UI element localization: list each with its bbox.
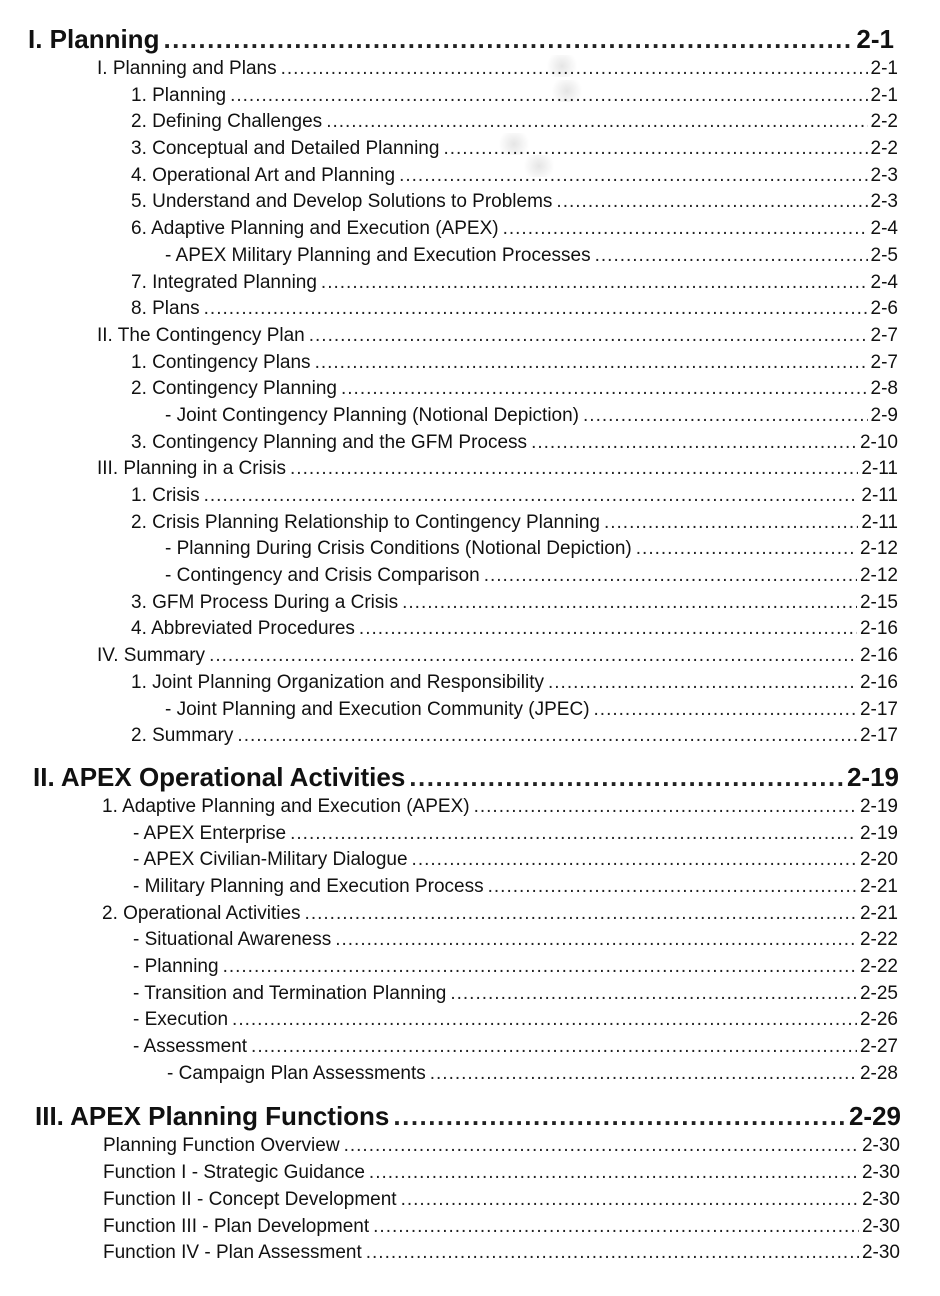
entry-page-number: 2-27 — [859, 1036, 898, 1058]
entry-page-number: 2-22 — [859, 956, 898, 977]
entry-title: 4. Abbreviated Procedures — [131, 618, 355, 640]
entry-title: 5. Understand and Develop Solutions to Problems — [131, 191, 553, 213]
dot-leader — [474, 794, 857, 821]
toc-entry[interactable] — [131, 189, 898, 216]
entry-title: - Execution — [133, 1009, 229, 1031]
entry-page-number: 2-30 — [861, 1242, 900, 1264]
dot-leader — [484, 563, 857, 590]
toc-entry[interactable] — [165, 243, 898, 270]
dot-leader — [237, 723, 857, 750]
entry-page-number: 2-5 — [870, 244, 898, 266]
entry-page-number: 2-19 — [859, 822, 898, 844]
dot-leader — [583, 403, 868, 430]
dot-leader — [344, 1133, 859, 1160]
dot-leader — [315, 350, 868, 377]
toc-entry[interactable] — [165, 536, 898, 563]
toc-entry[interactable] — [133, 1034, 898, 1061]
toc-entry[interactable] — [97, 323, 898, 350]
toc-entry[interactable] — [102, 794, 898, 821]
section-apex-planning-functions — [0, 1087, 940, 1266]
section-title: III. APEX Planning Functions — [35, 1101, 390, 1132]
dot-leader — [548, 670, 857, 697]
entry-page-number: 2-16 — [859, 645, 898, 667]
entry-title: IV. Summary — [97, 645, 206, 667]
dot-leader — [369, 1160, 859, 1187]
entry-title: 3. Conceptual and Detailed Planning — [131, 138, 440, 160]
dot-leader — [163, 22, 853, 56]
entry-title: - APEX Civilian-Military Dialogue — [133, 849, 408, 871]
section-heading[interactable] — [33, 760, 899, 794]
entry-page-number: 2-2 — [870, 111, 898, 133]
entry-title: 4. Operational Art and Planning — [131, 164, 396, 186]
entry-page-number: 2-22 — [859, 929, 898, 951]
dot-leader — [636, 536, 857, 563]
dot-leader — [366, 1240, 859, 1267]
dot-leader — [251, 1034, 857, 1061]
entry-page-number: 2-10 — [859, 431, 898, 453]
entry-page-number: 2-12 — [859, 538, 898, 560]
entry-title: Function II - Concept Development — [103, 1188, 397, 1210]
toc-entry[interactable] — [131, 483, 898, 510]
entry-title: I. Planning and Plans — [97, 58, 277, 79]
toc-entry[interactable] — [133, 981, 898, 1008]
toc-entry[interactable] — [103, 1187, 900, 1214]
dot-leader — [393, 1099, 846, 1133]
entry-title: - Planning During Crisis Conditions (Notional Depiction) — [165, 538, 632, 560]
dot-leader — [409, 760, 844, 794]
toc-entry[interactable] — [131, 670, 898, 697]
dot-leader — [412, 847, 857, 874]
toc-entry[interactable] — [133, 954, 898, 981]
dot-leader — [556, 189, 867, 216]
entry-title: Function III - Plan Development — [103, 1215, 370, 1237]
toc-entry[interactable] — [131, 350, 898, 377]
toc-entry[interactable] — [131, 376, 898, 403]
toc-entry[interactable] — [133, 821, 898, 848]
entry-page-number: 2-7 — [870, 324, 898, 346]
dot-leader — [401, 1187, 859, 1214]
entry-page-number: 2-16 — [859, 618, 898, 640]
toc-entry[interactable] — [103, 1214, 900, 1241]
dot-leader — [531, 430, 857, 457]
entry-title: - Campaign Plan Assessments — [167, 1062, 426, 1084]
dot-leader — [290, 821, 857, 848]
entry-page-number: 2-21 — [859, 875, 898, 897]
entry-title: 1. Planning — [131, 84, 227, 106]
entry-title: 1. Adaptive Planning and Execution (APEX) — [102, 795, 470, 817]
entry-title: 1. Crisis — [131, 485, 200, 506]
toc-entry[interactable] — [97, 643, 898, 670]
entry-page-number: 2-9 — [870, 404, 898, 426]
entry-page-number: 2-6 — [870, 298, 898, 320]
section-apex-operational-activities — [0, 750, 940, 1088]
toc-entry[interactable] — [103, 1133, 900, 1160]
entry-page-number: 2-21 — [859, 902, 898, 924]
entry-title: - Planning — [133, 956, 219, 977]
scan-artifact — [520, 155, 558, 177]
toc-entry[interactable] — [131, 270, 898, 297]
toc-entry[interactable] — [131, 510, 898, 537]
entry-page-number: 2-1 — [870, 58, 898, 79]
entry-title: 2. Contingency Planning — [131, 378, 337, 400]
entry-title: II. The Contingency Plan — [97, 324, 305, 346]
toc-entry[interactable] — [133, 847, 898, 874]
dot-leader — [204, 296, 868, 323]
toc-entry[interactable] — [165, 563, 898, 590]
entry-title: Function I - Strategic Guidance — [103, 1162, 365, 1184]
entry-title: - Military Planning and Execution Process — [133, 875, 484, 897]
entry-title: 8. Plans — [131, 298, 200, 320]
entry-page-number: 2-20 — [859, 849, 898, 871]
entry-page-number: 2-26 — [859, 1009, 898, 1031]
entry-page-number: 2-17 — [859, 698, 898, 720]
toc-entry[interactable] — [133, 874, 898, 901]
section-title: II. APEX Operational Activities — [33, 761, 406, 792]
toc-entry[interactable] — [165, 697, 898, 724]
entry-title: 7. Integrated Planning — [131, 271, 317, 293]
entry-page-number: 2-25 — [859, 982, 898, 1004]
dot-leader — [223, 954, 857, 981]
entry-title: - Assessment — [133, 1036, 248, 1058]
entry-page-number: 2-11 — [861, 511, 898, 533]
entry-page-number: 2-17 — [859, 725, 898, 747]
entry-page-number: 2-15 — [859, 591, 898, 613]
dot-leader — [359, 616, 857, 643]
dot-leader — [373, 1214, 859, 1241]
entry-title: 1. Contingency Plans — [131, 351, 311, 373]
toc-entry[interactable] — [167, 1061, 898, 1088]
toc-entry[interactable] — [103, 1240, 900, 1267]
dot-leader — [335, 927, 857, 954]
dot-leader — [604, 510, 858, 537]
dot-leader — [232, 1007, 857, 1034]
entry-title: 2. Operational Activities — [102, 902, 301, 924]
entry-title: 3. GFM Process During a Crisis — [131, 591, 399, 613]
toc-entry[interactable] — [133, 927, 898, 954]
toc-entry[interactable] — [131, 216, 898, 243]
section-heading[interactable] — [35, 1099, 901, 1133]
toc-entry[interactable] — [133, 1007, 898, 1034]
entry-title: - Joint Planning and Execution Community (JPEC) — [165, 698, 590, 720]
toc-entry[interactable] — [103, 1160, 900, 1187]
entry-title: 1. Joint Planning Organization and Responsibility — [131, 671, 544, 693]
dot-leader — [450, 981, 857, 1008]
entry-page-number: 2-4 — [870, 218, 898, 240]
dot-leader — [321, 270, 868, 297]
dot-leader — [341, 376, 868, 403]
entry-title: - Contingency and Crisis Comparison — [165, 565, 480, 587]
entry-title: 2. Crisis Planning Relationship to Contingency Planning — [131, 511, 600, 533]
toc-entry[interactable] — [131, 723, 898, 750]
dot-leader — [209, 643, 857, 670]
entry-title: Planning Function Overview — [103, 1135, 340, 1157]
section-page-number: 2-1 — [856, 24, 894, 54]
entry-title: - APEX Enterprise — [133, 822, 287, 844]
dot-leader — [402, 590, 857, 617]
entry-page-number: 2-30 — [861, 1215, 900, 1237]
entry-page-number: 2-19 — [859, 795, 898, 817]
scan-artifact — [548, 80, 586, 102]
entry-page-number: 2-3 — [870, 164, 898, 186]
dot-leader — [309, 323, 868, 350]
dot-leader — [204, 483, 859, 510]
entry-page-number: 2-30 — [861, 1188, 900, 1210]
entry-page-number: 2-1 — [870, 84, 898, 106]
entry-title: - Transition and Termination Planning — [133, 982, 447, 1004]
entry-page-number: 2-7 — [870, 351, 898, 373]
entry-page-number: 2-3 — [870, 191, 898, 213]
dot-leader — [595, 243, 868, 270]
scan-artifact — [495, 133, 533, 155]
toc-entry[interactable] — [165, 403, 898, 430]
toc-entry[interactable] — [131, 163, 898, 190]
toc-entry[interactable] — [131, 616, 898, 643]
entry-page-number: 2-30 — [861, 1162, 900, 1184]
entry-title: 6. Adaptive Planning and Execution (APEX) — [131, 218, 499, 240]
dot-leader — [488, 874, 857, 901]
entry-page-number: 2-12 — [859, 565, 898, 587]
toc-entry[interactable] — [131, 590, 898, 617]
entry-title: III. Planning in a Crisis — [97, 458, 287, 480]
section-page-number: 2-29 — [848, 1101, 901, 1132]
toc-entry[interactable] — [131, 430, 898, 457]
toc-entry[interactable] — [131, 83, 898, 110]
section-title: I. Planning — [28, 24, 160, 54]
dot-leader — [399, 163, 867, 190]
entry-title: - APEX Military Planning and Execution Processes — [165, 244, 591, 266]
entry-title: 3. Contingency Planning and the GFM Process — [131, 431, 528, 453]
entry-title: - Situational Awareness — [133, 929, 332, 951]
section-heading[interactable] — [28, 22, 894, 56]
entry-page-number: 2-4 — [870, 271, 898, 293]
dot-leader — [290, 456, 858, 483]
entry-page-number: 2-11 — [861, 485, 898, 506]
toc-entry[interactable] — [102, 901, 898, 928]
entry-page-number: 2-30 — [861, 1135, 900, 1157]
section-page-number: 2-19 — [846, 761, 899, 792]
entry-title: Function IV - Plan Assessment — [103, 1242, 362, 1264]
toc-entry[interactable] — [97, 456, 898, 483]
entry-page-number: 2-2 — [870, 138, 898, 160]
entry-page-number: 2-8 — [870, 378, 898, 400]
dot-leader — [326, 109, 867, 136]
scan-artifact — [543, 55, 581, 77]
entry-title: 2. Summary — [131, 725, 234, 747]
entry-page-number: 2-11 — [861, 458, 898, 480]
dot-leader — [594, 697, 857, 724]
dot-leader — [503, 216, 868, 243]
dot-leader — [430, 1061, 857, 1088]
toc-entry[interactable] — [97, 56, 898, 83]
entry-page-number: 2-16 — [859, 671, 898, 693]
entry-page-number: 2-28 — [859, 1062, 898, 1084]
dot-leader — [305, 901, 857, 928]
entry-title: - Joint Contingency Planning (Notional Depiction) — [165, 404, 580, 426]
toc-entry[interactable] — [131, 296, 898, 323]
entry-title: 2. Defining Challenges — [131, 111, 323, 133]
